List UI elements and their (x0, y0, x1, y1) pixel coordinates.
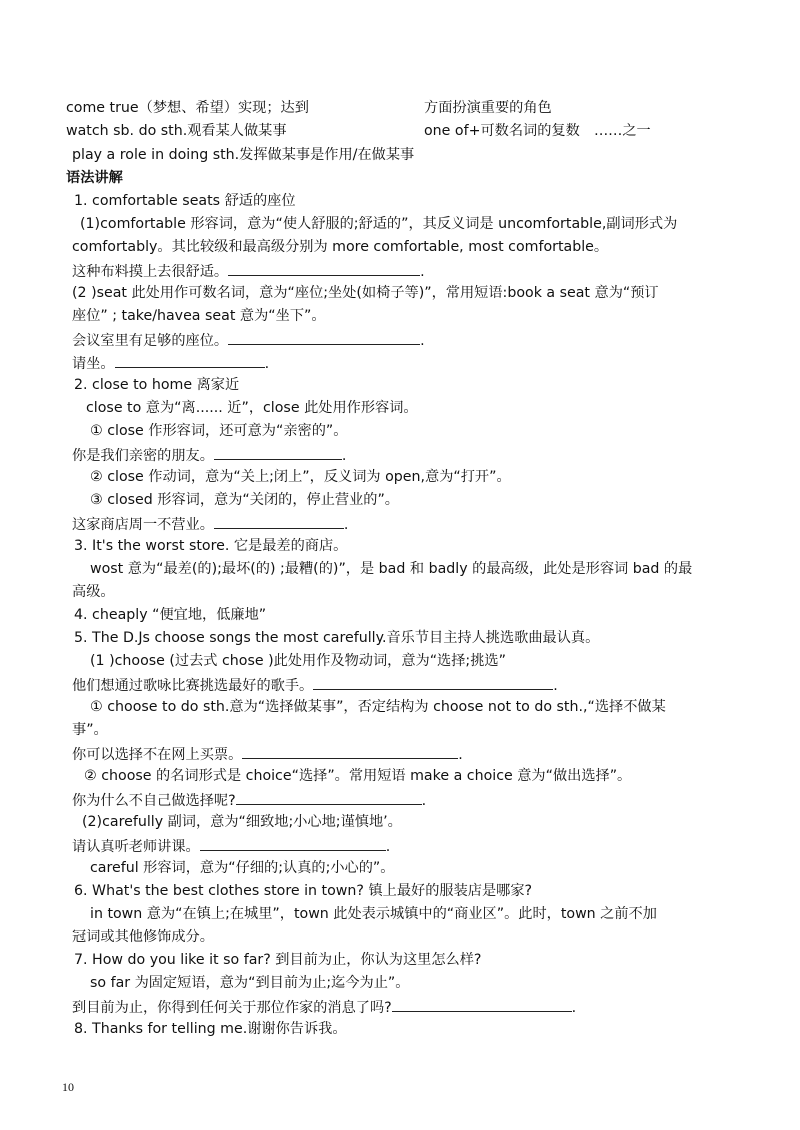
item-3-para: 高级。 (72, 584, 115, 600)
item-3-para: wost 意为“最差(的);最坏(的) ;最糟(的)”，是 bad 和 badly 的最高级，此处是形容词 bad 的最 (90, 561, 693, 577)
exercise-line: 他们想通过歌咏比赛挑选最好的歌手。 . (72, 674, 558, 696)
page-number: 10 (62, 1080, 74, 1094)
item-7-para: so far 为固定短语，意为“到目前为止;迄今为止”。 (90, 975, 410, 991)
item-2-para: close to 意为“离...... 近”，close 此处用作形容词。 (86, 400, 418, 416)
answer-blank[interactable] (236, 789, 422, 805)
answer-blank[interactable] (392, 996, 572, 1012)
item-5-title: 5. The D.Js choose songs the most carefully.音乐节目主持人挑选歌曲最认真。 (74, 630, 600, 646)
phrase-come-true: come true（梦想、希望）实现；达到 (66, 100, 309, 116)
exercise-line: 这种布料摸上去很舒适。 . (72, 260, 425, 282)
answer-blank[interactable] (313, 674, 553, 690)
item-1-para: comfortably。其比较级和最高级分别为 more comfortable, most comfortable。 (72, 239, 609, 255)
section-title: 语法讲解 (66, 170, 123, 186)
phrase-watch: watch sb. do sth.观看某人做某事 (66, 123, 287, 139)
item-5-para: ② choose 的名词形式是 choice“选择”。常用短语 make a choice 意为“做出选择”。 (84, 768, 632, 784)
item-6-title: 6. What's the best clothes store in town? 镇上最好的服装店是哪家? (74, 883, 533, 899)
item-6-para: 冠词或其他修饰成分。 (72, 929, 214, 945)
answer-blank[interactable] (214, 444, 342, 460)
answer-blank[interactable] (228, 329, 420, 345)
phrase-play-role: 方面扮演重要的角色 (424, 100, 552, 116)
item-2-para: ③ closed 形容词，意为“关闭的，停止营业的”。 (90, 492, 399, 508)
item-8-title: 8. Thanks for telling me.谢谢你告诉我。 (74, 1021, 347, 1037)
item-4-title: 4. cheaply “便宜地，低廉地” (74, 607, 267, 623)
item-1-para: 座位” ; take/havea seat 意为“坐下”。 (72, 308, 326, 324)
item-2-para: ① close 作形容词，还可意为“亲密的”。 (90, 423, 348, 439)
exercise-line: 你是我们亲密的朋友。 . (72, 444, 346, 466)
item-5-para: 事”。 (72, 722, 108, 738)
item-3-title: 3. It's the worst store. 它是最差的商店。 (74, 538, 348, 554)
answer-blank[interactable] (200, 835, 386, 851)
exercise-line: 这家商店周一不营业。 . (72, 513, 348, 535)
answer-blank[interactable] (228, 260, 420, 276)
item-5-para: ① choose to do sth.意为“选择做某事”，否定结构为 choose not to do sth.,“选择不做某 (90, 699, 666, 715)
exercise-line: 你可以选择不在网上买票。 . (72, 743, 463, 765)
answer-blank[interactable] (242, 743, 458, 759)
item-7-title: 7. How do you like it so far? 到目前为止，你认为这里怎么样? (74, 952, 482, 968)
phrase-one-of: one of+可数名词的复数 ……之一 (424, 123, 651, 139)
item-1-title: 1. comfortable seats 舒适的座位 (74, 193, 296, 209)
exercise-line: 请坐。 . (72, 352, 269, 374)
item-2-title: 2. close to home 离家近 (74, 377, 240, 393)
item-1-para: (2 )seat 此处用作可数名词，意为“座位;坐处(如椅子等)”，常用短语:book a seat 意为“预订 (72, 285, 659, 301)
item-5-para: (2)carefully 副词，意为“细致地;小心地;谨慎地’。 (82, 814, 402, 830)
exercise-line: 请认真听老师讲课。 . (72, 835, 390, 857)
exercise-line: 会议室里有足够的座位。 . (72, 329, 425, 351)
exercise-line: 到目前为止，你得到任何关于那位作家的消息了吗? . (72, 996, 576, 1018)
item-5-para: careful 形容词，意为“仔细的;认真的;小心的”。 (90, 860, 395, 876)
answer-blank[interactable] (115, 352, 265, 368)
item-2-para: ② close 作动词，意为“关上;闭上”，反义词为 open,意为“打开”。 (90, 469, 511, 485)
item-5-para: (1 )choose (过去式 chose )此处用作及物动词，意为“选择;挑选” (90, 653, 506, 669)
item-1-para: (1)comfortable 形容词，意为“使人舒服的;舒适的”，其反义词是 uncomfortable,副词形式为 (80, 216, 678, 232)
item-6-para: in town 意为“在镇上;在城里”，town 此处表示城镇中的“商业区”。此时，town 之前不加 (90, 906, 657, 922)
phrase-play-a-role: play a role in doing sth.发挥做某事是作用/在做某事 (72, 147, 415, 163)
answer-blank[interactable] (214, 513, 344, 529)
exercise-line: 你为什么不自己做选择呢? . (72, 789, 426, 811)
